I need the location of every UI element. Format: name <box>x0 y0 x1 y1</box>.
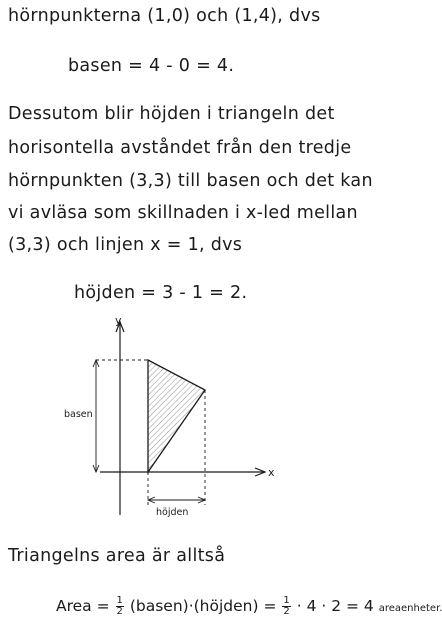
text-line-8: höjden = 3 - 1 = 2. <box>74 283 248 303</box>
triangle <box>148 360 205 472</box>
fraction-numerator-2: 1 <box>283 595 290 606</box>
text-line-2: basen = 4 - 0 = 4. <box>68 56 235 76</box>
formula-middle: (basen)·(höjden) = <box>129 597 277 615</box>
area-formula <box>56 596 442 617</box>
formula-lead: Area = <box>56 597 110 615</box>
text-line-5: hörnpunkten (3,3) till basen och det kan <box>8 171 373 191</box>
x-axis <box>100 468 265 476</box>
fraction-denominator: 2 <box>116 606 123 617</box>
triangle-diagram <box>0 310 420 525</box>
base-label: basen <box>64 409 93 420</box>
formula-tail: · 4 · 2 = 4 <box>296 597 374 615</box>
text-line-3: Dessutom blir höjden i triangeln det <box>8 104 335 124</box>
fraction-numerator: 1 <box>116 595 123 606</box>
text-line-1: hörnpunkterna (1,0) och (1,4), dvs <box>8 6 321 26</box>
base-dimension-arrow <box>93 360 99 472</box>
x-axis-label: x <box>268 466 275 479</box>
height-dimension-arrow <box>148 497 205 503</box>
y-axis-label: y <box>115 314 122 327</box>
height-label: höjden <box>156 507 189 518</box>
fraction-half <box>116 596 124 617</box>
text-line-6: vi avläsa som skillnaden i x-led mellan <box>8 203 358 223</box>
text-line-7: (3,3) och linjen x = 1, dvs <box>8 235 243 255</box>
formula-unit: areaenheter. <box>378 603 442 614</box>
fraction-half-2 <box>282 596 290 617</box>
fraction-denominator-2: 2 <box>283 606 290 617</box>
text-line-9: Triangelns area är alltså <box>8 546 226 566</box>
y-axis <box>116 322 124 515</box>
text-line-4: horisontella avståndet från den tredje <box>8 138 352 158</box>
